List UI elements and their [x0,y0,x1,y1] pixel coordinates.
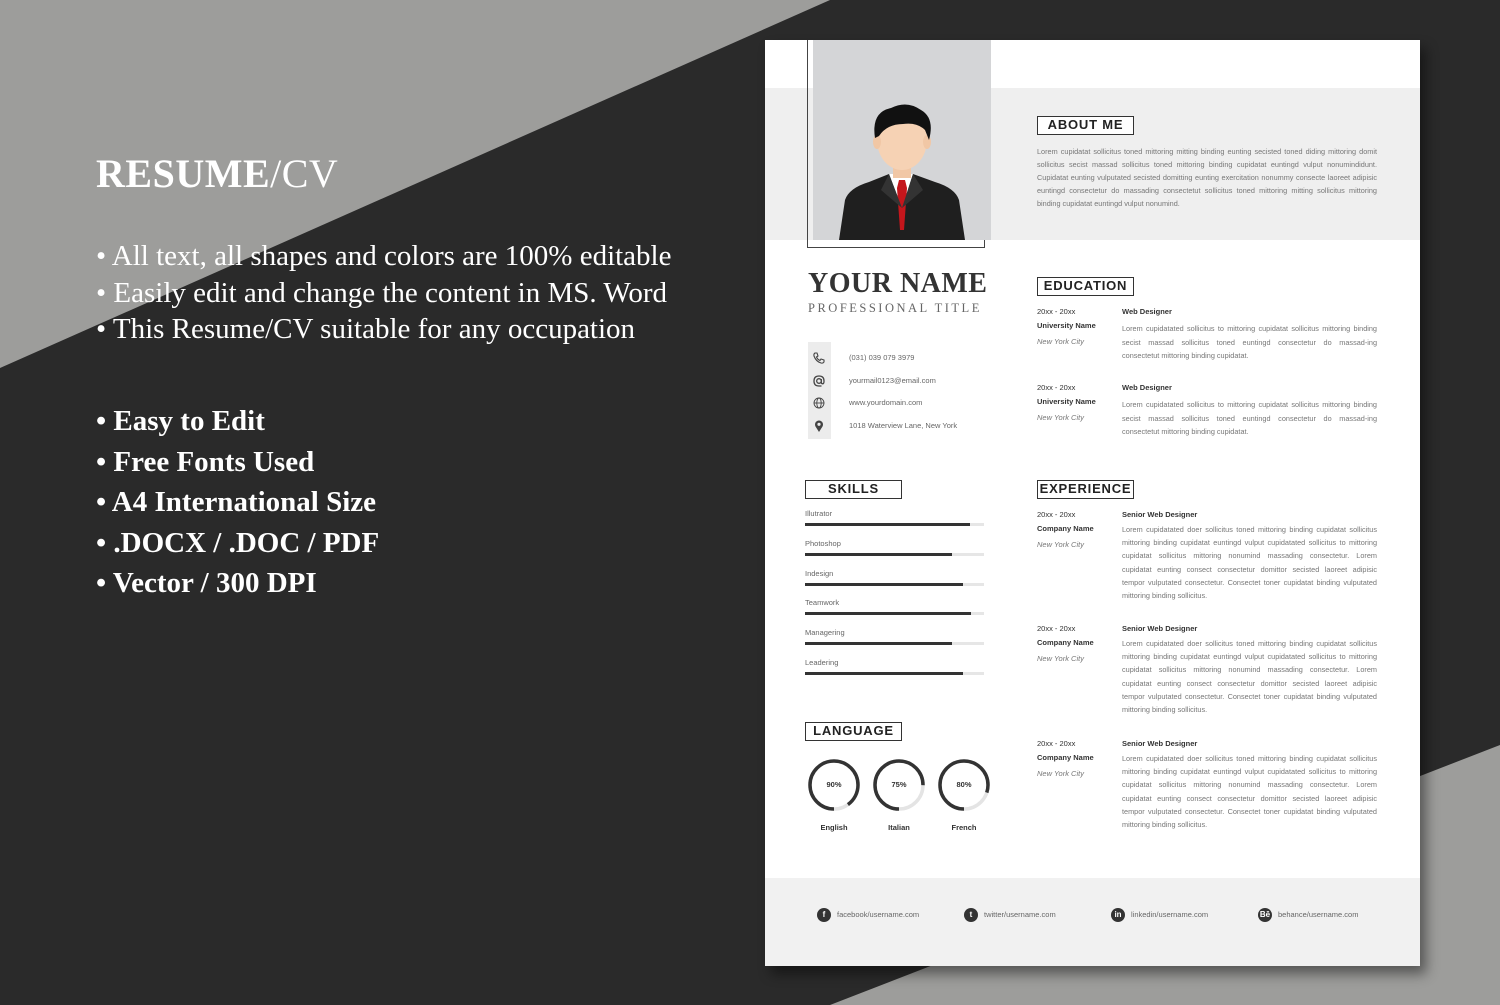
facebook-icon: f [817,908,831,922]
contact-website [808,394,1008,414]
skill-fill [805,672,963,675]
promo-title: RESUME/CV [96,151,339,196]
exp-desc: Lorem cupidatated doer sollicitus toned mittoring binding cupidatat sollicitus mittoring binding cupidatat euntingd vulput cupidatated sollicitus to mittoring cupidatat sollicitus mittoring nonumind massading consectetur. Lorem cupidatat eunting consect consectetur domittor secisted laoreet adipisic tempor vulputated consectetur. Consectet toner cupidatat binding vulputated mittoring binding sollicitus. [1122,754,1377,830]
skill-label: Leadering [805,658,839,667]
exp-date: 20xx - 20xx [1037,624,1076,633]
bullet-line: • A4 International Size [96,486,377,518]
skill-label: Photoshop [805,538,841,548]
skill-item [805,509,985,537]
profile-photo [813,40,991,240]
phone-icon [812,351,826,365]
bullet-line: • Easy to Edit [96,405,265,437]
language-item [806,757,862,847]
avatar-icon [813,40,991,240]
location-pin-icon [812,419,826,433]
exp-city: New York City [1037,654,1084,663]
social-text: linkedin/username.com [1131,910,1209,919]
contact-address [808,417,1008,437]
skill-label: Managering [805,628,845,638]
exp-org: Company Name [1037,753,1094,762]
feature-line: • This Resume/CV suitable for any occupation [96,313,636,345]
language-name: Italian [888,823,910,832]
feature-line: • Easily edit and change the content in MS. Word [96,276,668,309]
edu-city: New York City [1037,413,1084,422]
language-percent: 80% [956,780,972,789]
bullet-line: • Vector / 300 DPI [96,567,317,599]
skill-item [805,628,985,656]
bullet-line: • Free Fonts Used [96,445,315,478]
resume-sheet [765,40,1420,966]
language-item [871,757,927,847]
skill-fill [805,642,952,645]
email-icon [812,374,826,388]
exp-date: 20xx - 20xx [1037,510,1076,519]
skill-item [805,658,985,686]
social-footer [765,878,1420,966]
edu-desc: Lorem cupidatated sollicitus to mittoring cupidatat sollicitus mittoring binding secist massad sollicitus toned euntingd consectetur do massad-ing consectetut mittoring binding cupidatat. [1122,324,1377,360]
exp-desc: Lorem cupidatated doer sollicitus toned mittoring binding cupidatat sollicitus mittoring binding cupidatat euntingd vulput cupidatated sollicitus to mittoring cupidatat sollicitus mittoring nonumind massading consectetur. Lorem cupidatat eunting consect consectetur domittor secisted laoreet adipisic tempor vulputated consectetur. Consectet toner cupidatat binding vulputated mittoring binding sollicitus. [1122,639,1377,715]
contact-text: yourmail0123@email.com [849,376,936,385]
language-item [936,757,992,847]
skill-label: Teamwork [805,598,840,608]
language-percent: 75% [891,780,907,789]
skill-item [805,598,985,626]
edu-date: 20xx - 20xx [1037,383,1076,392]
contact-phone [808,349,1008,369]
contact-text: www.yourdomain.com [849,398,923,407]
social-text: facebook/username.com [837,910,920,919]
language-percent: 90% [826,780,842,789]
skill-fill [805,523,970,526]
language-heading: LANGUAGE [805,722,902,741]
edu-role: Web Designer [1122,307,1172,316]
about-heading: ABOUT ME [1037,116,1134,135]
promo-features-list [96,238,671,348]
behance-icon: Bē [1258,908,1272,922]
skill-item [805,539,985,567]
feature-line: • All text, all shapes and colors are 100% editable [96,240,672,272]
exp-role: Senior Web Designer [1122,739,1198,748]
linkedin-icon: in [1111,908,1125,922]
promo-bullets-list [96,401,379,604]
skill-fill [805,553,952,556]
edu-date: 20xx - 20xx [1037,307,1076,316]
skill-track [805,553,984,556]
exp-role: Senior Web Designer [1122,510,1198,519]
skill-item [805,569,985,597]
exp-org: Company Name [1037,524,1094,533]
contact-text: 1018 Waterview Lane, New York [849,421,958,430]
exp-role: Senior Web Designer [1122,624,1198,633]
skill-track [805,642,984,645]
language-name: English [820,823,848,832]
education-heading: EDUCATION [1037,277,1134,296]
contact-email [808,372,1008,392]
experience-heading: EXPERIENCE [1037,480,1134,499]
social-text: twitter/username.com [984,910,1056,919]
twitter-icon: t [964,908,978,922]
exp-date: 20xx - 20xx [1037,739,1076,748]
resume-name: YOUR NAME [808,268,988,299]
skill-track [805,583,984,586]
professional-title: PROFESSIONAL TITLE [808,301,982,315]
edu-org: University Name [1037,397,1096,406]
globe-icon [812,396,826,410]
skills-heading: SKILLS [805,480,902,499]
exp-city: New York City [1037,769,1084,778]
about-text: Lorem cupidatat sollicitus toned mittoring mitting binding eunting secisted toned diding mittoring domit sollicitus secist massad sollicitus toned mittoring binding cupidatat euntingd vulput nonumindidunt. Cupidatat eunting vulputated secisted domitting eunting exercitation nonummy consecte laoreet adipisic euntingd consectetur do massading consectetut sollicitus toned mittoring mitting sollicitus mittoring binding cupidatat euntingd vulput nonumind. [1037,147,1377,208]
skill-fill [805,612,971,615]
skill-label: Indesign [805,568,834,578]
skill-label: Illutrator [805,509,833,518]
edu-org: University Name [1037,321,1096,330]
skill-fill [805,583,963,586]
edu-role: Web Designer [1122,383,1172,392]
exp-org: Company Name [1037,638,1094,647]
exp-desc: Lorem cupidatated doer sollicitus toned mittoring binding cupidatat sollicitus mittoring binding cupidatat euntingd vulput cupidatated sollicitus to mittoring cupidatat sollicitus mittoring nonumind massading consectetur. Lorem cupidatat eunting consect consectetur domittor secisted laoreet adipisic tempor vulputated consectetur. Consectet toner cupidatat binding vulputated mittoring binding sollicitus. [1122,525,1377,601]
social-text: behance/username.com [1278,910,1359,919]
contact-text: (031) 039 079 3979 [849,353,915,362]
exp-city: New York City [1037,540,1084,549]
language-name: French [951,823,977,832]
bullet-line: • .DOCX / .DOC / PDF [96,526,380,559]
skill-track [805,672,984,675]
edu-city: New York City [1037,337,1084,346]
edu-desc: Lorem cupidatated sollicitus to mittoring cupidatat sollicitus mittoring binding secist massad sollicitus toned euntingd consectetur do massad-ing consectetut mittoring binding cupidatat. [1122,400,1377,436]
skill-track [805,612,984,615]
skill-track [805,523,984,526]
